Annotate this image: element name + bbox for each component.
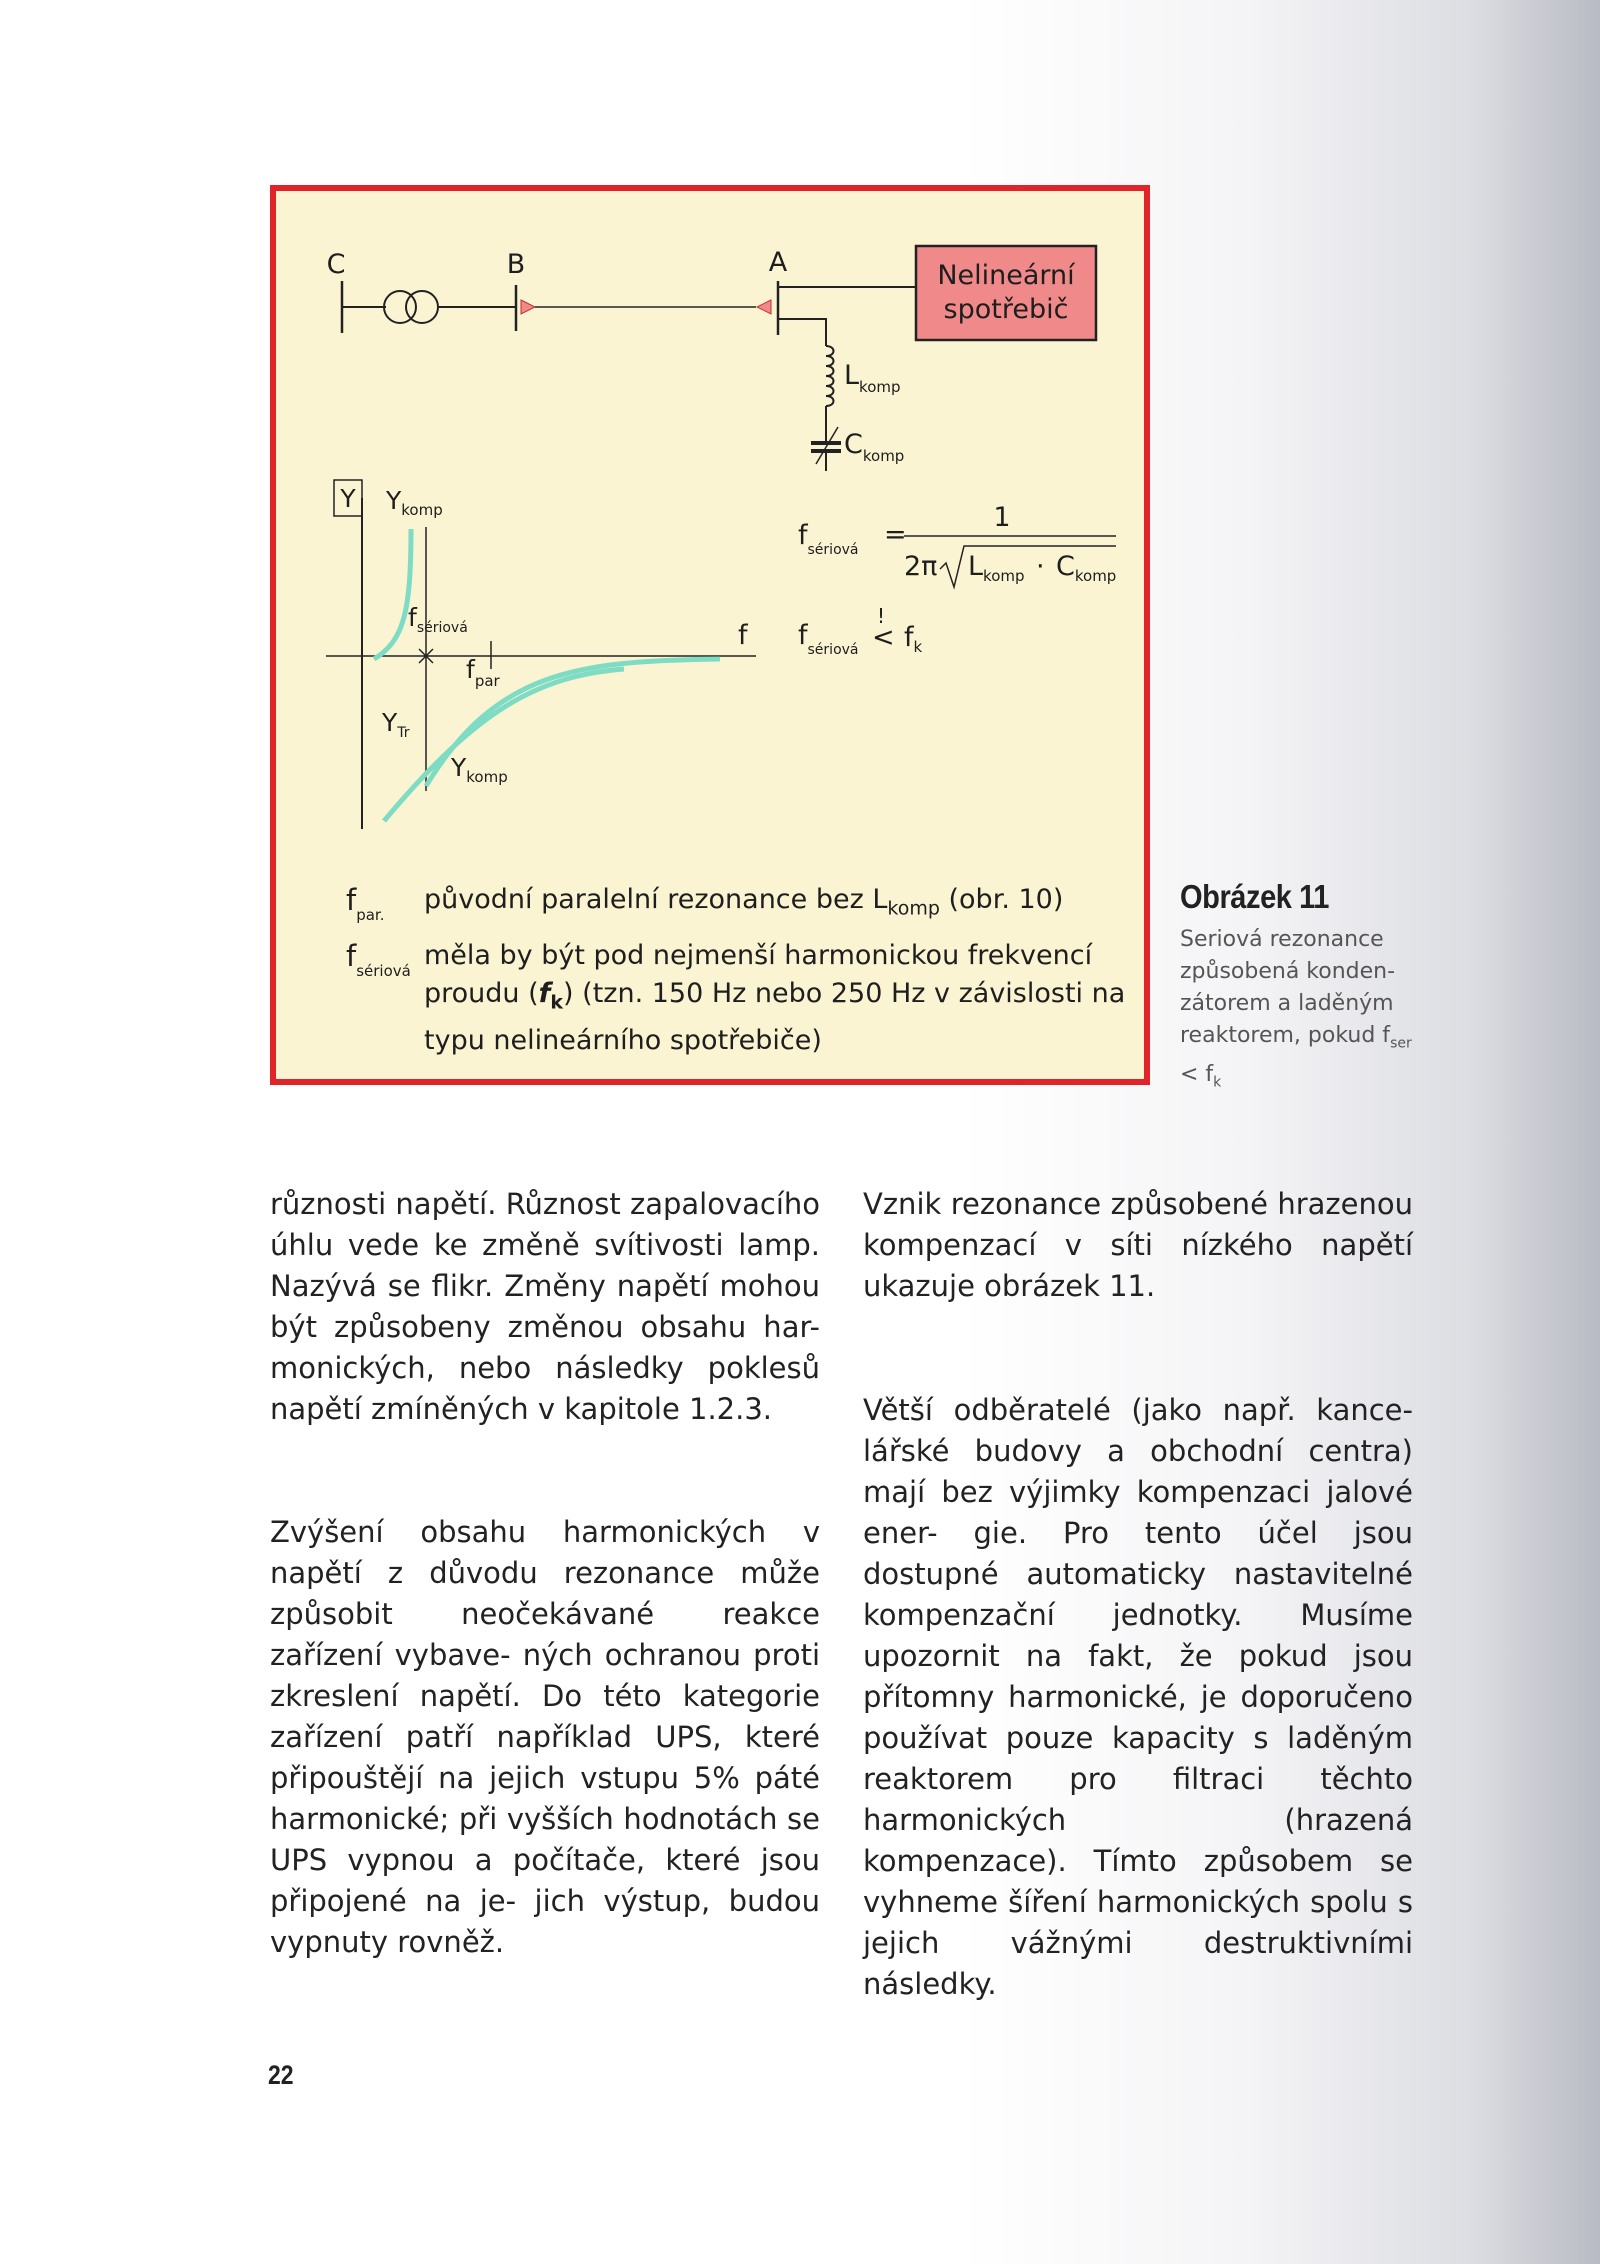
legend-text-fk: f [538, 978, 551, 1010]
svg-text:Ykomp [385, 486, 443, 519]
legend-row-fpar [346, 881, 1126, 927]
legend-text-fseriova-b: ) (tzn. 150 Hz nebo 250 Hz v závislosti na typu nelineárního spotřebiče) [424, 978, 1126, 1056]
formula2-sub: sériová [807, 642, 859, 658]
right-column-paragraph-2 [863, 1390, 1413, 2005]
load-label-2: spotřebič [943, 294, 1069, 325]
svg-text:fsériová [798, 520, 859, 558]
legend-text-fpar: původní paralelní rezonance bez L [424, 884, 888, 915]
figure-caption [1180, 878, 1420, 1099]
svg-text:Ckomp [1056, 551, 1116, 585]
page-number: 22 [268, 2060, 294, 2090]
body-paragraph: Zvýšení obsahu harmonických v napětí z důvodu rezonance může způsobit neočekávané reakce zařízení vybave- ných ochranou proti zkreslení napětí. Do této kategorie zařízení patří například UPS, které připouštějí na jejich vstupu 5% páté harmonické; při vyšších hodnotách se UPS vypnou a počítače, které jsou připojené na je- jich výstup, budou vypnuty rovněž. [270, 1515, 820, 1959]
arrow-a-icon [757, 300, 771, 314]
inductor-sub: komp [859, 378, 901, 396]
body-paragraph: Vznik rezonance způsobené hrazenou kompenzací v síti nízkého napětí ukazuje obrázek 11. [863, 1187, 1413, 1303]
legend-term-fseriova-sub: sériová [356, 962, 411, 981]
formula2-bang: ! [877, 604, 886, 628]
formula1-dot: · [1036, 551, 1045, 582]
svg-text:Ykomp [450, 753, 508, 786]
legend-term-fpar-sub: par. [356, 906, 385, 924]
left-column-paragraph-1 [270, 1184, 820, 1430]
formula1-l-sub: komp [983, 567, 1025, 585]
formula1-numerator: 1 [993, 502, 1011, 533]
figure-legend [346, 881, 1126, 1070]
legend-term-fseriova: f [346, 939, 357, 974]
inductor-label: L [844, 360, 860, 391]
ytr-label: Y [382, 708, 398, 737]
formula1-c: C [1056, 551, 1075, 582]
formula1-f: f [798, 520, 808, 551]
svg-text:Lkomp [844, 360, 901, 396]
svg-text:fk [904, 622, 923, 656]
caption-text: Seriová rezonance způsobená konden- zátorem a laděným reaktorem, pokud f [1180, 927, 1396, 1048]
wire-branch [778, 319, 826, 346]
formula1-sub: sériová [807, 542, 859, 558]
left-column-paragraph-2 [270, 1512, 820, 1963]
formula1-two-pi: 2π [904, 551, 938, 582]
node-b-label: B [506, 249, 526, 280]
node-c-label: C [326, 249, 346, 280]
caption-text-sub: ser [1390, 1035, 1412, 1052]
node-a-label: A [768, 247, 788, 278]
curve-ykomp-lower [384, 669, 624, 821]
svg-text:fsériová [408, 603, 468, 636]
formula2-fk-sub: k [913, 638, 923, 656]
legend-text-fseriova-a: měla by být pod nejmenší harmonickou frekvencí proudu ( [424, 940, 1093, 1010]
ykomp-upper-sub: komp [401, 501, 443, 519]
load-label-1: Nelineární [937, 260, 1075, 291]
curve-ykomp-upper [374, 529, 411, 659]
legend-text-fpar-after: (obr. 10) [939, 884, 1064, 915]
arrow-b-icon [521, 300, 535, 314]
fseriova-sub: sériová [416, 620, 468, 636]
fseriova-label: f [408, 603, 417, 632]
fpar-sub: par [474, 672, 500, 690]
caption-text-sub2: k [1213, 1074, 1222, 1091]
legend-term-fpar: f [346, 883, 357, 917]
svg-text:fpar [466, 655, 501, 690]
legend-text-fpar-sub: komp [887, 897, 940, 920]
formula2-f: f [798, 620, 808, 651]
formula1-c-sub: komp [1074, 567, 1117, 585]
fpar-label: f [466, 655, 475, 684]
y-axis-label: Y [340, 484, 356, 513]
figure-11 [270, 185, 1150, 1085]
ykomp-upper-label: Y [386, 486, 402, 515]
formula2-rel: < [872, 622, 895, 653]
svg-text:Ckomp [844, 429, 904, 465]
formula2-fk: f [904, 622, 914, 653]
svg-text:YTr [381, 708, 410, 741]
legend-row-fseriova [346, 937, 1126, 1059]
ytr-sub: Tr [397, 725, 410, 741]
formula1-eq: = [884, 519, 907, 550]
body-paragraph: Větší odběratelé (jako např. kance- lářské budovy a obchodní centra) mají bez výjimky kompenzaci jalové ener- gie. Pro tento účel jsou dostupné automaticky nastavitelné kompenzační jednotky. Musíme upozornit na fakt, že pokud jsou přítomny harmonické, je doporučeno používat pouze kapacity s laděným reaktorem pro filtraci těchto harmonických (hrazená kompenzace). Tímto způsobem se vyhneme šíření harmonických spolu s jejich vážnými destruktivními následky. [863, 1393, 1413, 2001]
right-column-paragraph-1 [863, 1184, 1413, 1307]
ykomp-lower-sub: komp [466, 768, 508, 786]
formula1-l: L [968, 551, 984, 582]
svg-text:Lkomp [968, 551, 1025, 585]
inductor-icon [826, 346, 834, 406]
capacitor-label: C [844, 429, 863, 460]
caption-text-after: < f [1180, 1062, 1214, 1088]
caption-title: Obrázek 11 [1180, 878, 1329, 915]
svg-text:fsériová [798, 620, 859, 658]
capacitor-sub: komp [862, 447, 905, 465]
body-paragraph: různosti napětí. Různost zapalovacího úhlu vede ke změně svítivosti lamp. Nazývá se flikr. Změny napětí mohou být způsobeny změnou obsahu har- monických, nebo následky poklesů napětí zmíněných v kapitole 1.2.3. [270, 1187, 820, 1426]
transformer-coil-2 [406, 291, 438, 323]
legend-text-fk-sub: k [550, 991, 564, 1014]
f-axis-label: f [738, 620, 748, 651]
ykomp-lower-label: Y [451, 753, 467, 782]
